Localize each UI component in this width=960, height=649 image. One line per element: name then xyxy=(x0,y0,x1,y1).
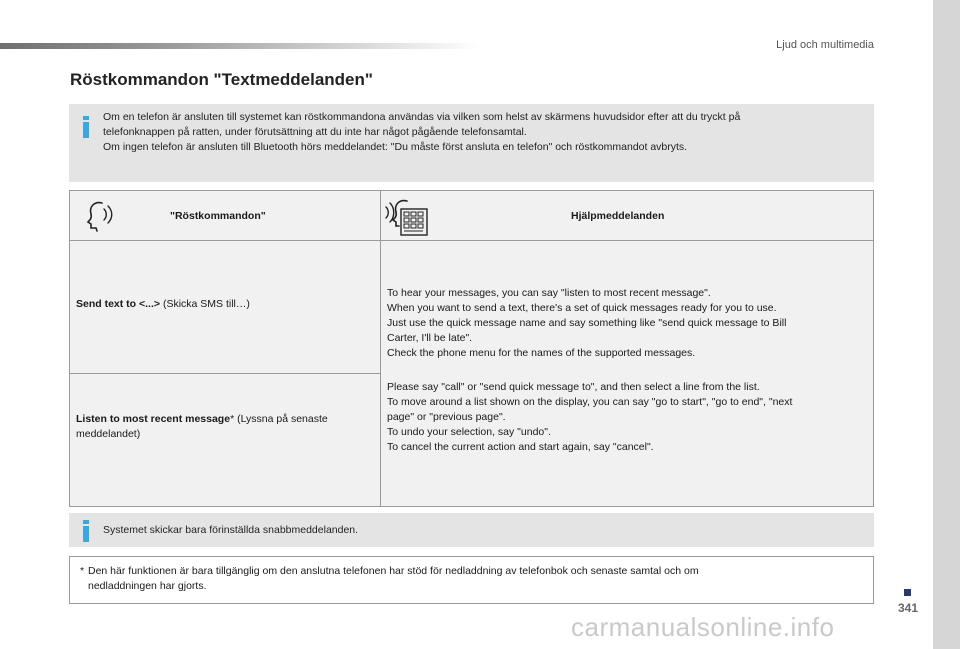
table-header-commands xyxy=(70,191,381,241)
help-paragraph-1 xyxy=(387,286,843,361)
footnote-star: * xyxy=(80,565,85,577)
voice-help-icon xyxy=(383,197,431,237)
info-line: Om en telefon är ansluten till systemet kan röstkommandona användas via vilken som helst av skärmens huvudsidor efter att du tryckt på xyxy=(103,111,741,123)
help-line: To hear your messages, you can say "listen to most recent message". xyxy=(387,287,711,299)
command-name: Send text to <...> xyxy=(76,298,161,310)
help-messages-cell xyxy=(381,241,873,506)
footnote-marker: * xyxy=(230,413,235,425)
footnote-box xyxy=(69,556,874,604)
help-line: When you want to send a text, there's a set of quick messages ready for you to use. xyxy=(387,302,777,314)
watermark: carmanualsonline.info xyxy=(571,612,835,642)
page-marker xyxy=(904,589,911,596)
command-translation: (Skicka SMS till…) xyxy=(160,298,250,310)
section-label: Ljud och multimedia xyxy=(776,39,874,51)
info-box-top xyxy=(69,104,874,182)
help-line: Carter, I'll be late". xyxy=(387,332,473,344)
voice-command-icon xyxy=(82,197,116,233)
info-box-bottom xyxy=(69,513,874,547)
help-paragraph-2 xyxy=(387,380,843,455)
header-help-label: Hjälpmeddelanden xyxy=(571,210,665,222)
command-cell-send-text xyxy=(70,241,381,374)
table-header-help xyxy=(381,191,873,241)
header-commands-label: "Röstkommandon" xyxy=(170,210,266,222)
header-gradient-bar xyxy=(0,43,480,49)
help-line: To undo your selection, say "undo". xyxy=(387,426,551,438)
help-line: To cancel the current action and start again, say "cancel". xyxy=(387,441,654,453)
info-text: Systemet skickar bara förinställda snabbmeddelanden. xyxy=(103,524,359,536)
command-translation: (Lyssna på senaste meddelandet) xyxy=(76,413,328,440)
help-line: page" or "previous page". xyxy=(387,411,506,423)
page-edge-strip xyxy=(933,0,960,649)
page-title: Röstkommandon "Textmeddelanden" xyxy=(70,70,373,89)
help-line: Just use the quick message name and say something like "send quick message to Bill xyxy=(387,317,787,329)
command-name: Listen to most recent message xyxy=(76,413,231,425)
footnote-line: Den här funktionen är bara tillgänglig om den anslutna telefonen har stöd för nedladdning av telefonbok och senaste samtal och om xyxy=(88,565,699,577)
help-line: To move around a list shown on the display, you can say "go to start", "go to end", "next xyxy=(387,396,793,408)
page-number: 341 xyxy=(898,601,919,615)
help-line: Please say "call" or "send quick message to", and then select a line from the list. xyxy=(387,381,760,393)
info-line: Om ingen telefon är ansluten till Bluetooth hörs meddelandet: "Du måste först ansluta en telefon" och röstkommandot avbryts. xyxy=(103,141,688,153)
command-cell-listen-message xyxy=(70,374,381,506)
help-line: Check the phone menu for the names of the supported messages. xyxy=(387,347,696,359)
footnote-line: nedladdningen har gjorts. xyxy=(88,580,207,592)
info-line: telefonknappen på ratten, under förutsättning att du inte har något pågående telefonsamtal. xyxy=(103,126,527,138)
voice-command-table xyxy=(69,190,874,507)
